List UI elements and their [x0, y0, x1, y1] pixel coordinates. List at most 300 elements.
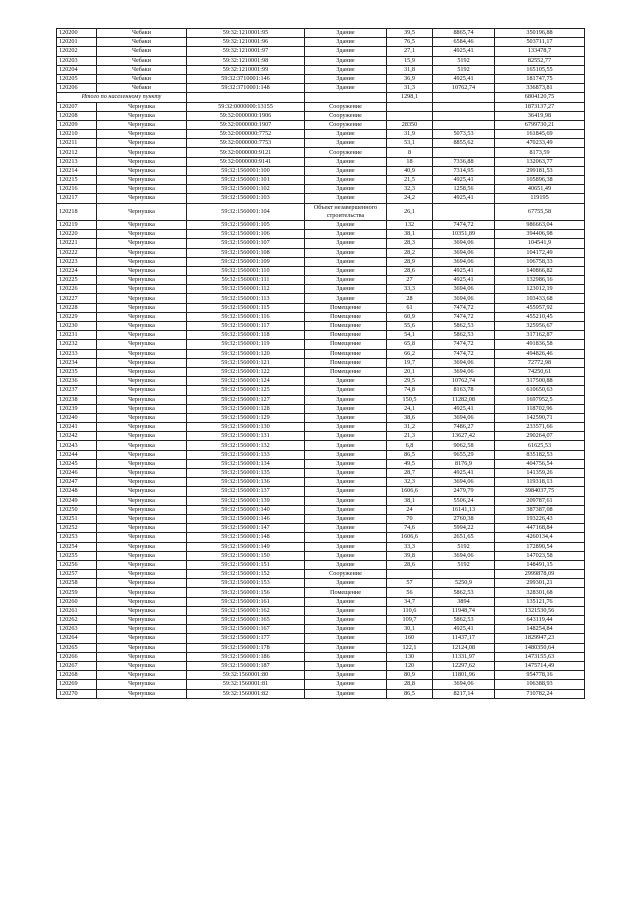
locality-cell: Чернушка	[97, 322, 187, 331]
area-cell: 70	[387, 514, 433, 523]
row-number-cell: 120239	[57, 404, 97, 413]
area-cell: 60,9	[387, 312, 433, 321]
cadastral-value-cell: 455957,92	[495, 303, 585, 312]
cadastral-value-cell: 148491,15	[495, 560, 585, 569]
cadastral-value-cell: 4260134,4	[495, 533, 585, 542]
row-number-cell: 120213	[57, 157, 97, 166]
area-cell: 8	[387, 148, 433, 157]
table-row	[57, 533, 585, 542]
row-number-cell: 120233	[57, 349, 97, 358]
table-row	[57, 469, 585, 478]
cadastral-value-cell: 82552,77	[495, 56, 585, 65]
row-number-cell: 120223	[57, 257, 97, 266]
locality-cell: Чернушка	[97, 478, 187, 487]
table-row	[57, 157, 585, 166]
row-number-cell: 120256	[57, 560, 97, 569]
row-number-cell: 120247	[57, 478, 97, 487]
locality-cell: Чебаки	[97, 56, 187, 65]
specific-value-cell: 11282,08	[433, 395, 495, 404]
table-row	[57, 542, 585, 551]
object-type-cell: Здание	[305, 166, 387, 175]
table-row	[57, 570, 585, 579]
cadastral-value-cell: 104541,9	[495, 239, 585, 248]
table-row	[57, 514, 585, 523]
row-number-cell: 120207	[57, 102, 97, 111]
locality-cell: Чернушка	[97, 570, 187, 579]
specific-value-cell: 11437,17	[433, 634, 495, 643]
object-type-cell: Здание	[305, 84, 387, 93]
object-type-cell: Здание	[305, 139, 387, 148]
empty-cell	[187, 93, 305, 102]
cadastral-value-cell: 299301,21	[495, 579, 585, 588]
row-number-cell: 120265	[57, 643, 97, 652]
specific-value-cell: 1258,56	[433, 185, 495, 194]
area-cell: 1606,6	[387, 487, 433, 496]
row-number-cell: 120231	[57, 331, 97, 340]
table-row	[57, 194, 585, 203]
row-number-cell: 120204	[57, 65, 97, 74]
locality-cell: Чернушка	[97, 514, 187, 523]
area-cell: 24	[387, 505, 433, 514]
area-cell: 36,9	[387, 74, 433, 83]
object-type-cell: Здание	[305, 542, 387, 551]
table-row	[57, 257, 585, 266]
locality-cell: Чебаки	[97, 74, 187, 83]
cadastral-value-cell: 181747,75	[495, 74, 585, 83]
table-row	[57, 102, 585, 111]
locality-cell: Чернушка	[97, 312, 187, 321]
cadastral-value-cell: 8173,59	[495, 148, 585, 157]
cadastral-value-cell: 119195	[495, 194, 585, 203]
object-type-cell: Здание	[305, 377, 387, 386]
cadastral-value-cell: 317500,88	[495, 377, 585, 386]
table-row	[57, 560, 585, 569]
specific-value-cell: 4925,41	[433, 469, 495, 478]
object-type-cell: Здание	[305, 551, 387, 560]
specific-value-cell: 5250,9	[433, 579, 495, 588]
specific-value-cell: 5862,53	[433, 616, 495, 625]
cadastral-number-cell: 59:32:1560001:149	[187, 542, 305, 551]
cadastral-number-cell: 59:32:1560001:187	[187, 661, 305, 670]
area-cell: 65,8	[387, 340, 433, 349]
cadastral-value-cell: 1473155,63	[495, 652, 585, 661]
locality-cell: Чернушка	[97, 643, 187, 652]
specific-value-cell	[433, 570, 495, 579]
area-cell	[387, 570, 433, 579]
cadastral-number-cell: 59:32:1560001:136	[187, 478, 305, 487]
row-number-cell: 120210	[57, 130, 97, 139]
area-cell: 120	[387, 661, 433, 670]
cadastral-number-cell: 59:32:0000000:7753	[187, 139, 305, 148]
cadastral-value-cell: 233571,66	[495, 423, 585, 432]
area-cell: 19,7	[387, 358, 433, 367]
cadastral-number-cell: 59:32:1560001:130	[187, 423, 305, 432]
object-type-cell: Здание	[305, 441, 387, 450]
specific-value-cell: 5862,53	[433, 331, 495, 340]
table-row	[57, 166, 585, 175]
row-number-cell: 120232	[57, 340, 97, 349]
table-row	[57, 276, 585, 285]
cadastral-number-cell: 59:32:1560001:140	[187, 505, 305, 514]
cadastral-value-cell: 503711,17	[495, 38, 585, 47]
object-type-cell: Здание	[305, 157, 387, 166]
cadastral-number-cell: 59:32:1560001:117	[187, 322, 305, 331]
locality-cell: Чернушка	[97, 331, 187, 340]
locality-cell: Чернушка	[97, 413, 187, 422]
object-type-cell: Объект незавершенного строительства	[305, 203, 387, 220]
cadastral-number-cell: 59:32:1560001:156	[187, 588, 305, 597]
table-row	[57, 230, 585, 239]
table-row	[57, 176, 585, 185]
subtotal-area: 1298,1	[387, 93, 433, 102]
specific-value-cell: 3694,06	[433, 413, 495, 422]
cadastral-number-cell: 59:32:1560001:132	[187, 441, 305, 450]
locality-cell: Чернушка	[97, 395, 187, 404]
cadastral-number-cell: 59:32:1560001:147	[187, 524, 305, 533]
area-cell: 24,2	[387, 194, 433, 203]
cadastral-number-cell: 59:32:1210001:97	[187, 47, 305, 56]
area-cell: 74,6	[387, 524, 433, 533]
locality-cell: Чернушка	[97, 661, 187, 670]
object-type-cell: Здание	[305, 404, 387, 413]
specific-value-cell: 3694,06	[433, 551, 495, 560]
cadastral-value-cell: 455210,45	[495, 312, 585, 321]
row-number-cell: 120261	[57, 606, 97, 615]
table-row	[57, 579, 585, 588]
cadastral-number-cell: 59:32:1560001:153	[187, 579, 305, 588]
area-cell: 86,5	[387, 450, 433, 459]
object-type-cell: Здание	[305, 432, 387, 441]
area-cell: 49,5	[387, 459, 433, 468]
cadastral-value-cell: 328301,68	[495, 588, 585, 597]
row-number-cell: 120221	[57, 239, 97, 248]
row-number-cell: 120263	[57, 625, 97, 634]
table-row	[57, 56, 585, 65]
cadastral-value-cell: 165105,55	[495, 65, 585, 74]
specific-value-cell: 4925,41	[433, 404, 495, 413]
table-row	[57, 689, 585, 698]
row-number-cell: 120267	[57, 661, 97, 670]
cadastral-value-cell: 40651,49	[495, 185, 585, 194]
table-row	[57, 459, 585, 468]
specific-value-cell: 4925,41	[433, 194, 495, 203]
specific-value-cell: 7336,88	[433, 157, 495, 166]
cadastral-value-cell: 161845,69	[495, 130, 585, 139]
locality-cell: Чернушка	[97, 139, 187, 148]
specific-value-cell: 4925,41	[433, 276, 495, 285]
cadastral-number-cell: 59:32:1560001:162	[187, 606, 305, 615]
cadastral-number-cell: 59:32:0000000:9121	[187, 148, 305, 157]
specific-value-cell: 6584,46	[433, 38, 495, 47]
specific-value-cell: 3694,06	[433, 239, 495, 248]
row-number-cell: 120241	[57, 423, 97, 432]
row-number-cell: 120250	[57, 505, 97, 514]
cadastral-value-cell: 491836,58	[495, 340, 585, 349]
object-type-cell: Здание	[305, 597, 387, 606]
object-type-cell: Здание	[305, 230, 387, 239]
cadastral-value-cell: 133478,7	[495, 47, 585, 56]
locality-cell: Чернушка	[97, 120, 187, 129]
area-cell: 32,3	[387, 478, 433, 487]
specific-value-cell: 10762,74	[433, 377, 495, 386]
locality-cell: Чернушка	[97, 469, 187, 478]
row-number-cell: 120253	[57, 533, 97, 542]
locality-cell: Чернушка	[97, 130, 187, 139]
object-type-cell: Здание	[305, 194, 387, 203]
object-type-cell: Здание	[305, 176, 387, 185]
specific-value-cell: 3694,06	[433, 680, 495, 689]
object-type-cell: Здание	[305, 661, 387, 670]
specific-value-cell: 5073,53	[433, 130, 495, 139]
area-cell: 39,8	[387, 551, 433, 560]
cadastral-number-cell: 59:32:1210001:99	[187, 65, 305, 74]
area-cell: 24,1	[387, 404, 433, 413]
row-number-cell: 120211	[57, 139, 97, 148]
area-cell: 122,1	[387, 643, 433, 652]
subtotal-value: 6804120,75	[495, 93, 585, 102]
row-number-cell: 120269	[57, 680, 97, 689]
row-number-cell: 120254	[57, 542, 97, 551]
row-number-cell: 120258	[57, 579, 97, 588]
row-number-cell: 120245	[57, 459, 97, 468]
cadastral-value-cell: 1829947,23	[495, 634, 585, 643]
area-cell: 53,1	[387, 139, 433, 148]
table-row	[57, 358, 585, 367]
cadastral-number-cell: 59:32:0000000:1907	[187, 120, 305, 129]
area-cell: 130	[387, 652, 433, 661]
locality-cell: Чернушка	[97, 111, 187, 120]
area-cell: 6,8	[387, 441, 433, 450]
cadastral-value-cell: 105896,38	[495, 176, 585, 185]
area-cell: 40,9	[387, 166, 433, 175]
locality-cell: Чебаки	[97, 29, 187, 38]
table-row	[57, 349, 585, 358]
object-type-cell: Здание	[305, 533, 387, 542]
locality-cell: Чернушка	[97, 349, 187, 358]
area-cell: 80,9	[387, 671, 433, 680]
area-cell: 33,3	[387, 285, 433, 294]
object-type-cell: Здание	[305, 395, 387, 404]
cadastral-value-cell: 387387,08	[495, 505, 585, 514]
table-row	[57, 423, 585, 432]
cadastral-number-cell: 59:32:1560001:122	[187, 367, 305, 376]
cadastral-number-cell: 59:32:1560001:104	[187, 203, 305, 220]
cadastral-value-cell: 290264,07	[495, 432, 585, 441]
area-cell: 160	[387, 634, 433, 643]
cadastral-number-cell: 59:32:1560001:133	[187, 450, 305, 459]
specific-value-cell: 4925,41	[433, 74, 495, 83]
cadastral-value-cell: 123012,19	[495, 285, 585, 294]
object-type-cell: Здание	[305, 294, 387, 303]
object-type-cell: Здание	[305, 285, 387, 294]
table-row	[57, 643, 585, 652]
specific-value-cell: 4925,41	[433, 176, 495, 185]
specific-value-cell: 8176,9	[433, 459, 495, 468]
locality-cell: Чернушка	[97, 185, 187, 194]
object-type-cell: Здание	[305, 634, 387, 643]
specific-value-cell: 3694,06	[433, 248, 495, 257]
specific-value-cell: 11331,97	[433, 652, 495, 661]
row-number-cell: 120260	[57, 597, 97, 606]
cadastral-value-cell: 494826,46	[495, 349, 585, 358]
table-row	[57, 294, 585, 303]
specific-value-cell: 16141,13	[433, 505, 495, 514]
cadastral-value-cell: 470233,49	[495, 139, 585, 148]
cadastral-value-cell: 6799730,21	[495, 120, 585, 129]
object-type-cell: Здание	[305, 680, 387, 689]
object-type-cell: Здание	[305, 487, 387, 496]
row-number-cell: 120227	[57, 294, 97, 303]
cadastral-number-cell: 59:32:1560001:178	[187, 643, 305, 652]
object-type-cell: Здание	[305, 248, 387, 257]
area-cell: 28,2	[387, 248, 433, 257]
cadastral-value-cell: 193226,43	[495, 514, 585, 523]
locality-cell: Чернушка	[97, 652, 187, 661]
table-row	[57, 139, 585, 148]
specific-value-cell: 7474,72	[433, 349, 495, 358]
cadastral-value-cell: 643119,44	[495, 616, 585, 625]
table-row	[57, 377, 585, 386]
cadastral-number-cell: 59:32:1560001:107	[187, 239, 305, 248]
table-row	[57, 203, 585, 220]
table-row	[57, 680, 585, 689]
object-type-cell: Здание	[305, 689, 387, 698]
object-type-cell: Здание	[305, 579, 387, 588]
row-number-cell: 120220	[57, 230, 97, 239]
specific-value-cell: 12297,62	[433, 661, 495, 670]
table-row	[57, 340, 585, 349]
row-number-cell: 120243	[57, 441, 97, 450]
specific-value-cell: 3694,06	[433, 257, 495, 266]
table-row	[57, 248, 585, 257]
row-number-cell: 120242	[57, 432, 97, 441]
object-type-cell: Помещение	[305, 349, 387, 358]
locality-cell: Чернушка	[97, 496, 187, 505]
area-cell: 32,3	[387, 185, 433, 194]
table-row	[57, 322, 585, 331]
area-cell: 38,1	[387, 230, 433, 239]
table-row	[57, 285, 585, 294]
table-row	[57, 588, 585, 597]
cadastral-value-cell: 299181,53	[495, 166, 585, 175]
area-cell: 28	[387, 294, 433, 303]
cadastral-value-cell: 1873137,27	[495, 102, 585, 111]
specific-value-cell	[433, 102, 495, 111]
area-cell: 30,1	[387, 625, 433, 634]
area-cell: 27	[387, 276, 433, 285]
area-cell: 34,7	[387, 597, 433, 606]
table-row	[57, 661, 585, 670]
locality-cell: Чернушка	[97, 542, 187, 551]
locality-cell: Чернушка	[97, 579, 187, 588]
cadastral-number-cell: 59:32:1560001:127	[187, 395, 305, 404]
table-row	[57, 185, 585, 194]
locality-cell: Чернушка	[97, 432, 187, 441]
table-row	[57, 478, 585, 487]
area-cell: 28,9	[387, 257, 433, 266]
cadastral-number-cell: 59:32:1560001:125	[187, 386, 305, 395]
specific-value-cell: 12124,08	[433, 643, 495, 652]
area-cell: 109,7	[387, 616, 433, 625]
area-cell: 27,1	[387, 47, 433, 56]
cadastral-value-cell: 104172,49	[495, 248, 585, 257]
specific-value-cell: 11948,74	[433, 606, 495, 615]
object-type-cell: Здание	[305, 423, 387, 432]
row-number-cell: 120200	[57, 29, 97, 38]
locality-cell: Чернушка	[97, 524, 187, 533]
object-type-cell: Помещение	[305, 322, 387, 331]
row-number-cell: 120217	[57, 194, 97, 203]
table-row	[57, 597, 585, 606]
cadastral-value-cell: 336873,81	[495, 84, 585, 93]
cadastral-number-cell: 59:32:1560001:129	[187, 413, 305, 422]
object-type-cell: Здание	[305, 450, 387, 459]
table-row	[57, 74, 585, 83]
specific-value-cell: 8163,78	[433, 386, 495, 395]
row-number-cell: 120270	[57, 689, 97, 698]
row-number-cell: 120228	[57, 303, 97, 312]
cadastral-number-cell: 59:32:1560001:128	[187, 404, 305, 413]
table-row	[57, 652, 585, 661]
row-number-cell: 120249	[57, 496, 97, 505]
locality-cell: Чернушка	[97, 239, 187, 248]
object-type-cell: Помещение	[305, 331, 387, 340]
cadastral-value-cell: 1697952,5	[495, 395, 585, 404]
locality-cell: Чернушка	[97, 303, 187, 312]
row-number-cell: 120246	[57, 469, 97, 478]
cadastral-value-cell: 132986,16	[495, 276, 585, 285]
locality-cell: Чебаки	[97, 38, 187, 47]
cadastral-number-cell: 59:32:1560001:82	[187, 689, 305, 698]
locality-cell: Чернушка	[97, 597, 187, 606]
row-number-cell: 120234	[57, 358, 97, 367]
object-type-cell: Сооружение	[305, 102, 387, 111]
row-number-cell: 120224	[57, 266, 97, 275]
locality-cell: Чернушка	[97, 340, 187, 349]
area-cell: 33,3	[387, 542, 433, 551]
specific-value-cell: 9062,58	[433, 441, 495, 450]
cadastral-number-cell: 59:32:1560001:152	[187, 570, 305, 579]
object-type-cell: Здание	[305, 38, 387, 47]
area-cell: 21,5	[387, 176, 433, 185]
locality-cell: Чернушка	[97, 157, 187, 166]
specific-value-cell: 3694,06	[433, 358, 495, 367]
row-number-cell: 120262	[57, 616, 97, 625]
row-number-cell: 120214	[57, 166, 97, 175]
cadastral-value-cell: 3984037,75	[495, 487, 585, 496]
table-row	[57, 450, 585, 459]
cadastral-number-cell: 59:32:1560001:101	[187, 176, 305, 185]
object-type-cell: Здание	[305, 478, 387, 487]
table-row	[57, 303, 585, 312]
object-type-cell: Здание	[305, 560, 387, 569]
table-row	[57, 331, 585, 340]
cadastral-number-cell: 59:32:1560001:148	[187, 533, 305, 542]
cadastral-number-cell: 59:32:1560001:119	[187, 340, 305, 349]
object-type-cell: Сооружение	[305, 148, 387, 157]
specific-value-cell: 7486,27	[433, 423, 495, 432]
specific-value-cell: 4925,41	[433, 47, 495, 56]
object-type-cell: Здание	[305, 671, 387, 680]
cadastral-number-cell: 59:32:1560001:80	[187, 671, 305, 680]
document-page	[56, 28, 584, 699]
table-row	[57, 413, 585, 422]
locality-cell: Чернушка	[97, 220, 187, 229]
row-number-cell: 120235	[57, 367, 97, 376]
table-row	[57, 220, 585, 229]
object-type-cell: Здание	[305, 606, 387, 615]
cadastral-number-cell: 59:32:1560001:102	[187, 185, 305, 194]
